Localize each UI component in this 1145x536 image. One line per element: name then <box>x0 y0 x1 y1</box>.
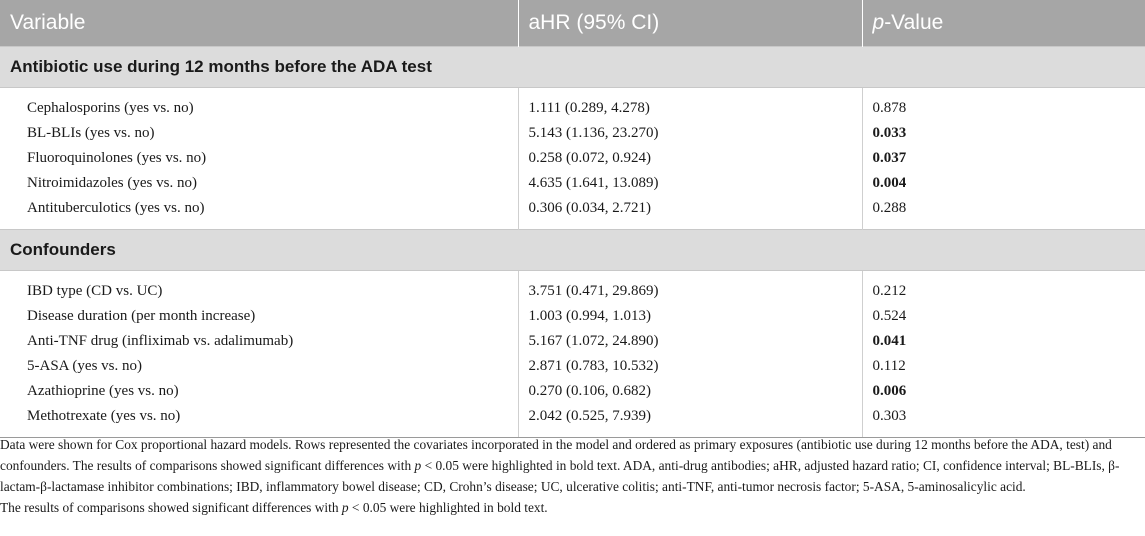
ahr-cell: 0.258 (0.072, 0.924) <box>518 146 862 171</box>
table-row <box>0 404 1145 429</box>
header-p-suffix: -Value <box>884 11 944 34</box>
ahr-cell: 4.635 (1.641, 13.089) <box>518 171 862 196</box>
table-row <box>0 196 1145 221</box>
footnote-sig-part2: < 0.05 were highlighted in bold text. <box>348 500 548 515</box>
ahr-cell: 5.143 (1.136, 23.270) <box>518 121 862 146</box>
ahr-cell: 0.270 (0.106, 0.682) <box>518 379 862 404</box>
variable-cell: IBD type (CD vs. UC) <box>0 279 518 304</box>
table-row <box>0 121 1145 146</box>
table-row <box>0 354 1145 379</box>
footnote-significance <box>0 497 1140 518</box>
p-value-cell: 0.004 <box>872 175 907 191</box>
section-row-antibiotic <box>0 47 1145 88</box>
table-row <box>0 96 1145 121</box>
header-p-value <box>862 0 1145 47</box>
ahr-cell: 2.042 (0.525, 7.939) <box>518 404 862 429</box>
variable-cell: 5-ASA (yes vs. no) <box>0 354 518 379</box>
ahr-cell: 2.871 (0.783, 10.532) <box>518 354 862 379</box>
table-row <box>0 304 1145 329</box>
variable-cell: Disease duration (per month increase) <box>0 304 518 329</box>
ahr-cell: 1.111 (0.289, 4.278) <box>518 96 862 121</box>
section-row-confounders <box>0 230 1145 271</box>
p-value-cell: 0.303 <box>872 408 907 424</box>
table-row <box>0 146 1145 171</box>
p-value-cell: 0.112 <box>872 358 906 374</box>
section-title: Confounders <box>0 230 1145 271</box>
header-variable: Variable <box>0 0 518 47</box>
variable-cell: BL-BLIs (yes vs. no) <box>0 121 518 146</box>
footnote-main-part1: Data were shown for Cox proportional hazard models. Rows represented the covariates incorporated in the model and ordered as primary exposures (antibiotic use during 12 months before the ADA, test) and confounders. The results of comparisons showed significant differences with <box>0 437 1112 473</box>
table-row <box>0 171 1145 196</box>
ahr-cell: 3.751 (0.471, 29.869) <box>518 279 862 304</box>
p-value-cell: 0.212 <box>872 283 907 299</box>
variable-cell: Nitroimidazoles (yes vs. no) <box>0 171 518 196</box>
ahr-cell: 5.167 (1.072, 24.890) <box>518 329 862 354</box>
p-value-cell: 0.033 <box>872 125 907 141</box>
footnote-sig-part1: The results of comparisons showed significant differences with <box>0 500 342 515</box>
ahr-cell: 1.003 (0.994, 1.013) <box>518 304 862 329</box>
variable-cell: Methotrexate (yes vs. no) <box>0 404 518 429</box>
ahr-cell: 0.306 (0.034, 2.721) <box>518 196 862 221</box>
header-ahr: aHR (95% CI) <box>518 0 862 47</box>
section-title: Antibiotic use during 12 months before the ADA test <box>0 47 1145 88</box>
footnote-main <box>0 434 1140 497</box>
variable-cell: Azathioprine (yes vs. no) <box>0 379 518 404</box>
p-value-cell: 0.041 <box>872 333 907 349</box>
p-value-cell: 0.037 <box>872 150 907 166</box>
footnote-main-part2: < 0.05 were highlighted in bold text. ADA, anti-drug antibodies; aHR, adjusted hazard ratio; CI, confidence interval; BL-BLIs, β-lactam-β-lactamase inhibitor combinations; IBD, inflammatory bowel disease; CD, Crohn’s disease; UC, ulcerative colitis; anti-TNF, anti-tumor necrosis factor; 5-ASA, 5-aminosalicylic acid. <box>0 458 1120 494</box>
table-notes <box>0 434 1140 518</box>
p-value-cell: 0.524 <box>872 308 907 324</box>
p-value-cell: 0.288 <box>872 200 907 216</box>
variable-cell: Fluoroquinolones (yes vs. no) <box>0 146 518 171</box>
table-row <box>0 279 1145 304</box>
p-value-cell: 0.878 <box>872 100 907 116</box>
variable-cell: Anti-TNF drug (infliximab vs. adalimumab) <box>0 329 518 354</box>
footnote-sig-p: p <box>341 500 349 515</box>
variable-cell: Cephalosporins (yes vs. no) <box>0 96 518 121</box>
variable-cell: Antituberculotics (yes vs. no) <box>0 196 518 221</box>
table-row <box>0 329 1145 354</box>
header-row <box>0 0 1145 47</box>
p-value-cell: 0.006 <box>872 383 907 399</box>
header-p-prefix: p <box>872 11 885 34</box>
footnote-main-p: p <box>414 458 422 473</box>
table-row <box>0 379 1145 404</box>
